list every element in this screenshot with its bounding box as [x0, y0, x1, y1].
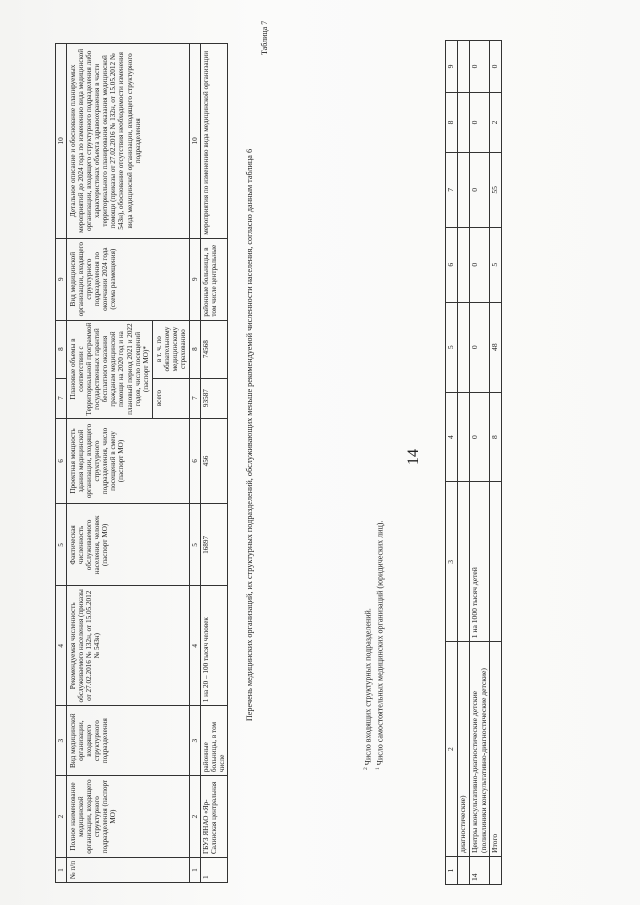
cell-value: 8: [490, 392, 502, 482]
header-planned-volume: Плановые объемы в соответствии с Территориальной программой государственных гарантий бесплатного оказания гражданам медицинской помощи на 2020 год и на плановый период 2021 и 2022 годов, число посещений (паспорт МО)*: [67, 320, 153, 418]
cell-value: 55: [490, 152, 502, 227]
cell-value: 5: [490, 227, 502, 302]
index-cell: 1: [56, 858, 67, 883]
index-cell: 4: [446, 392, 458, 482]
row-name: Центры консультативно-диагностические детские (поликлиники консультативно-диагностические детские): [470, 642, 490, 857]
index-cell: 5: [56, 504, 67, 586]
table-row: [458, 41, 470, 885]
index-cell: 9: [189, 238, 200, 320]
cell-value: 0: [470, 302, 490, 392]
row-number: 1: [201, 858, 228, 883]
page-number: 14: [405, 449, 422, 465]
header-oms: в т. ч. по обязательному медицинскому страхованию: [152, 320, 189, 378]
index-cell: 9: [56, 238, 67, 320]
row-type: районные больницы, в том числе: [201, 706, 228, 776]
index-cell: 10: [189, 44, 200, 239]
index-cell: 8: [446, 93, 458, 153]
header-type-2024: Вид медицинской организации, входящего структурного подразделения по окончании 2024 года (схема размещения): [67, 238, 190, 320]
table-row: [470, 41, 490, 885]
row-number: 14: [470, 857, 490, 885]
row-norm: 1 на 20 – 100 тысяч человек: [201, 586, 228, 706]
rotated-content: [50, 0, 610, 905]
total-label: Итого: [490, 642, 502, 857]
cell-value: 0: [470, 227, 490, 302]
cell-value: 0: [470, 152, 490, 227]
cell-value: 0: [470, 93, 490, 153]
header-description: Детальное описание и обоснование планируемых мероприятий до 2024 года по изменению вида медицинской организации, входящего структурного подразделения либо характеристиках объекта здравоохранения в части территориального планирования оказания медицинской помощи (приказы от 27.02.2016 № 132н, от 15.05.2012 № 543н), обоснование отсутствия необходимости изменения вида медицинской организации, входящего структурного подразделения: [67, 44, 190, 239]
index-cell: 8: [56, 320, 67, 378]
index-cell: 6: [56, 418, 67, 504]
index-cell: 1: [189, 858, 200, 883]
header-name: Полное наименование медицинской организации, входящего структурного подразделения (паспорт МО): [67, 776, 190, 858]
row-continuation-text: диагностические): [458, 642, 470, 857]
table-row: [201, 44, 228, 883]
index-cell: 7: [446, 152, 458, 227]
index-cell: 2: [446, 642, 458, 857]
index-cell: 5: [446, 302, 458, 392]
index-cell: 3: [189, 706, 200, 776]
row-actual: 16897: [201, 504, 228, 586]
header-actual: Фактическая численность обслуживаемого населения, человек (паспорт МО): [67, 504, 190, 586]
index-cell: 6: [446, 227, 458, 302]
header-num: № п/п: [67, 858, 190, 883]
index-cell: 9: [446, 41, 458, 93]
cell-value: 48: [490, 302, 502, 392]
index-cell: 3: [56, 706, 67, 776]
index-cell: 3: [446, 482, 458, 642]
row-oms: 74568: [201, 320, 228, 378]
table-6-continuation: [445, 40, 502, 885]
index-cell: 2: [56, 776, 67, 858]
index-cell: 7: [189, 378, 200, 418]
footnote-text: Число входящих структурных подразделений.: [363, 608, 373, 766]
index-cell: 7: [56, 378, 67, 418]
header-type: Вид медицинской организации, входящего структурного подразделения: [67, 706, 190, 776]
index-cell: 4: [56, 586, 67, 706]
table-header-row: [67, 44, 153, 883]
header-total: всего: [152, 378, 189, 418]
index-cell: 8: [189, 320, 200, 378]
header-norm: Рекомендуемая численность обслуживаемого населения (приказы от 27.02.2016 № 132н, от 15.05.2012 № 543н): [67, 586, 190, 706]
index-cell: 4: [189, 586, 200, 706]
footnote-mark: 1: [375, 767, 381, 770]
table-index-row: [56, 44, 67, 883]
index-cell: 5: [189, 504, 200, 586]
table-index-row: [446, 41, 458, 885]
table-7-caption: Таблица 7: [260, 20, 269, 55]
footnote-mark: 2: [363, 767, 369, 770]
index-cell: 1: [446, 857, 458, 885]
table-total-row: [490, 41, 502, 885]
row-description: мероприятия по изменению вида медицинской организации: [201, 44, 228, 239]
table-7-title: Перечень медицинских организаций, их структурных подразделений, обслуживающих меньше рекомендуемой численности населения, согласно данным таблица 6: [245, 148, 254, 722]
footnote-text: Число самостоятельных медицинских организаций (юридических лиц).: [375, 520, 385, 766]
row-norm: 1 на 1000 тысяч детей: [470, 482, 490, 642]
header-capacity: Проектная мощность здания медицинской организации, входящего структурного подразделения, число посещений в смену (паспорт МО): [67, 418, 190, 504]
table-index-row: [189, 44, 200, 883]
index-cell: 10: [56, 44, 67, 239]
cell-value: 0: [470, 392, 490, 482]
cell-value: 2: [490, 93, 502, 153]
row-capacity: 456: [201, 418, 228, 504]
footnote-2: [363, 608, 373, 770]
table-7: [55, 43, 228, 883]
row-type-2024: районные больницы, в том числе центральные: [201, 238, 228, 320]
cell-value: 0: [490, 41, 502, 93]
cell-value: 0: [470, 41, 490, 93]
index-cell: 6: [189, 418, 200, 504]
row-name: ГБУЗ ЯНАО «Яр-Салинская центральная: [201, 776, 228, 858]
row-total: 93587: [201, 378, 228, 418]
footnote-1: [375, 521, 385, 770]
index-cell: 2: [189, 776, 200, 858]
